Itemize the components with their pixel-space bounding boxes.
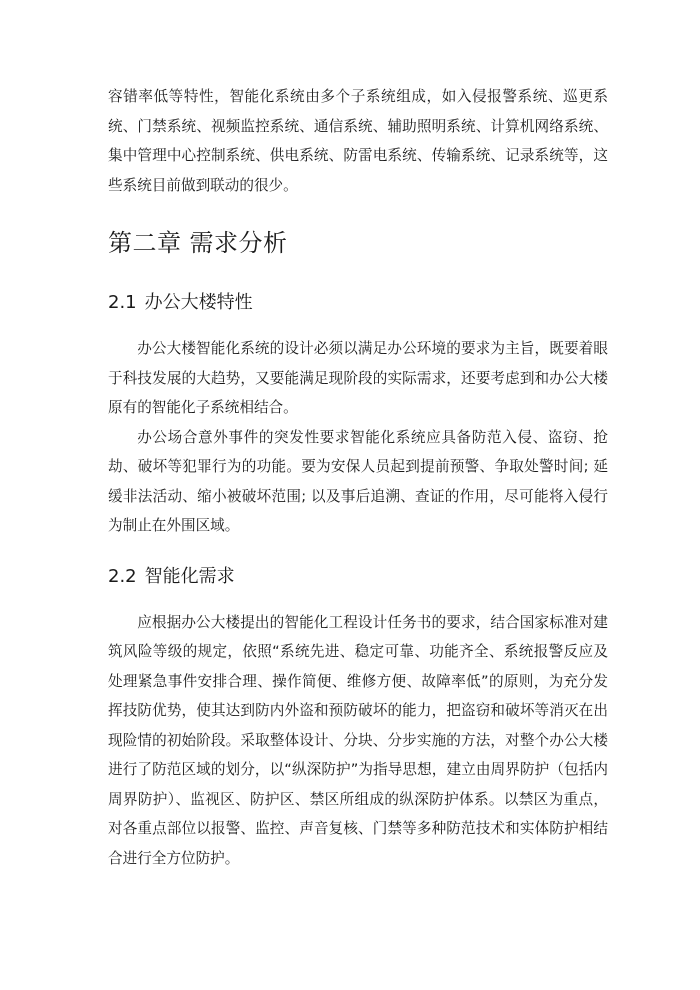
chapter-title: 需求分析 xyxy=(189,229,288,257)
intro-paragraph: 容错率低等特性，智能化系统由多个子系统组成，如入侵报警系统、巡更系统、门禁系统、视频监控系统、通信系统、辅助照明系统、计算机网络系统、集中管理中心控制系统、供电系统、防雷电系统、传输系统、记录系统等，这些系统目前做到联动的很少。 xyxy=(108,88,608,194)
section-heading-2-1 xyxy=(108,289,608,317)
section-title: 办公大楼特性 xyxy=(144,292,253,313)
section-number: 2.1 xyxy=(108,292,137,313)
chapter-number: 第二章 xyxy=(108,229,182,257)
section-2-1-paragraph-2: 办公场合意外事件的突发性要求智能化系统应具备防范入侵、盗窃、抢劫、破坏等犯罪行为的功能。要为安保人员起到提前预警、争取处警时间; 延缓非法活动、缩小被破坏范围; 以及事后追溯、查证的作用，尽可能将入侵行为制止在外围区域。 xyxy=(108,428,608,534)
section-heading-2-2 xyxy=(108,563,608,591)
section-number: 2.2 xyxy=(108,565,137,587)
section-title: 智能化需求 xyxy=(144,565,235,587)
chapter-heading xyxy=(108,226,608,260)
document-page xyxy=(108,82,608,873)
section-2-1-paragraph-1: 办公大楼智能化系统的设计必须以满足办公环境的要求为主旨，既要着眼于科技发展的大趋势，又要能满足现阶段的实际需求，还要考虑到和办公大楼原有的智能化子系统相结合。 xyxy=(108,340,608,416)
section-2-2-paragraph-1: 应根据办公大楼提出的智能化工程设计任务书的要求，结合国家标准对建筑风险等级的规定，依照“系统先进、稳定可靠、功能齐全、系统报警反应及处理紧急事件安排合理、操作简便、维修方便、故障率低”的原则，为充分发挥技防优势，使其达到防内外盗和预防破坏的能力，把盗窃和破坏等消灭在出现险情的初始阶段。采取整体设计、分块、分步实施的方法，对整个办公大楼进行了防范区域的划分，以“纵深防护”为指导思想，建立由周界防护（包括内周界防护）、监视区、防护区、禁区所组成的纵深防护体系。以禁区为重点，对各重点部位以报警、监控、声音复核、门禁等多种防范技术和实体防护相结合进行全方位防护。 xyxy=(108,613,608,867)
